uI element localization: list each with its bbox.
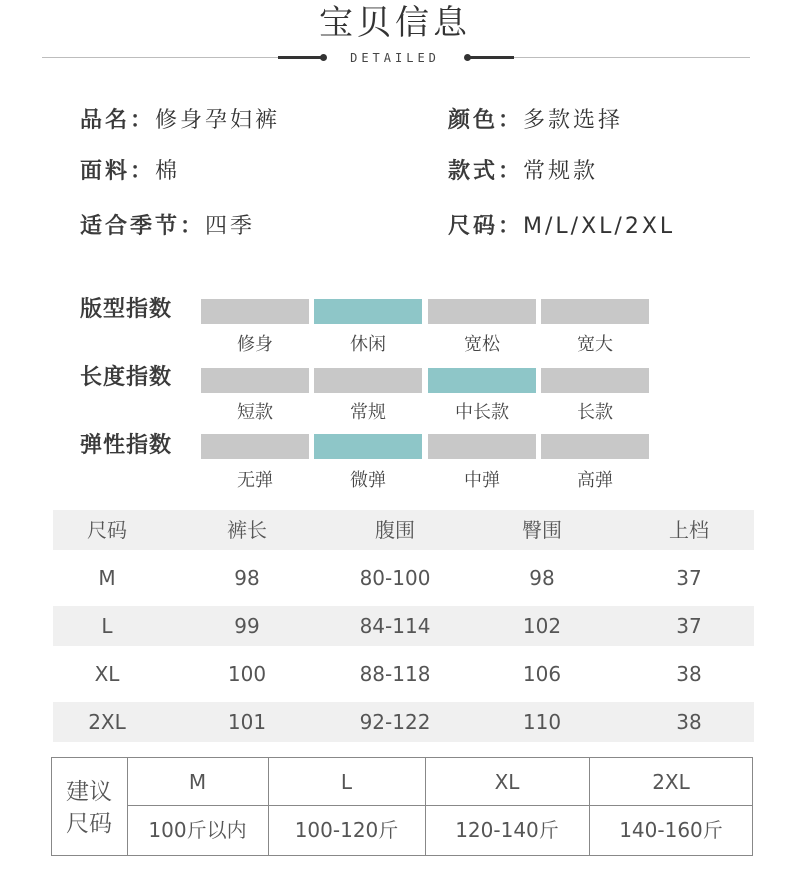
recommend-divider bbox=[127, 805, 753, 806]
index-bar bbox=[201, 299, 309, 324]
size-table-cell: L bbox=[101, 614, 113, 638]
recommend-size: L bbox=[340, 770, 353, 794]
size-table-cell: 84-114 bbox=[359, 614, 431, 638]
index-bar-selected bbox=[314, 299, 422, 324]
info-key: 品名： bbox=[80, 108, 156, 133]
size-table-cell: 88-118 bbox=[359, 662, 431, 686]
info-key: 颜色： bbox=[448, 108, 524, 133]
index-option-label: 宽大 bbox=[577, 334, 613, 355]
info-season bbox=[80, 212, 255, 242]
header-divider-right bbox=[514, 57, 750, 58]
recommend-size: 2XL bbox=[652, 770, 690, 794]
recommend-label-line2: 尺码 bbox=[66, 811, 112, 837]
size-table-cell: XL bbox=[94, 662, 120, 686]
size-table-cell: 2XL bbox=[88, 710, 126, 734]
index-label: 弹性指数 bbox=[80, 433, 173, 458]
info-fabric bbox=[80, 157, 180, 187]
index-option-label: 休闲 bbox=[350, 334, 386, 355]
size-table-header-cell: 腹围 bbox=[375, 518, 415, 542]
header-divider-left bbox=[42, 57, 278, 58]
index-bar-selected bbox=[428, 368, 536, 393]
size-table-cell: 37 bbox=[676, 566, 702, 590]
size-table-cell: 101 bbox=[227, 710, 267, 734]
index-option-label: 中长款 bbox=[455, 402, 509, 423]
size-table-header-cell: 上档 bbox=[669, 518, 709, 542]
index-option-label: 短款 bbox=[237, 402, 273, 423]
index-option-label: 无弹 bbox=[237, 470, 273, 491]
page-title: 宝贝信息 bbox=[319, 3, 471, 43]
index-option-label: 高弹 bbox=[577, 470, 613, 491]
info-key: 尺码： bbox=[448, 214, 524, 239]
info-value: 多款选择 bbox=[523, 108, 624, 133]
info-value: 常规款 bbox=[523, 159, 599, 184]
recommend-weight: 100-120斤 bbox=[294, 818, 399, 842]
size-table-header-cell: 尺码 bbox=[87, 518, 127, 542]
index-option-label: 宽松 bbox=[464, 334, 500, 355]
info-key: 款式： bbox=[448, 159, 524, 184]
index-option-label: 微弹 bbox=[350, 470, 386, 491]
index-label: 版型指数 bbox=[80, 297, 173, 322]
size-table-cell: 92-122 bbox=[359, 710, 431, 734]
size-table-cell: 98 bbox=[529, 566, 555, 590]
index-bar bbox=[541, 434, 649, 459]
recommend-weight: 100斤以内 bbox=[148, 818, 247, 842]
index-bar bbox=[428, 434, 536, 459]
size-table-cell: 37 bbox=[676, 614, 702, 638]
index-label: 长度指数 bbox=[80, 365, 173, 390]
recommend-size: XL bbox=[494, 770, 520, 794]
size-table-cell: 106 bbox=[522, 662, 562, 686]
index-bar bbox=[428, 299, 536, 324]
size-table-cell: 110 bbox=[522, 710, 562, 734]
size-table-cell: 102 bbox=[522, 614, 562, 638]
size-table-cell: 100 bbox=[227, 662, 267, 686]
info-value: M/L/XL/2XL bbox=[523, 214, 676, 239]
info-color bbox=[448, 106, 623, 136]
size-table-cell: 98 bbox=[234, 566, 260, 590]
index-option-label: 长款 bbox=[577, 402, 613, 423]
index-bar bbox=[201, 434, 309, 459]
info-value: 修身孕妇裤 bbox=[155, 108, 281, 133]
size-table-cell: 80-100 bbox=[359, 566, 431, 590]
size-table-header-cell: 臀围 bbox=[522, 518, 562, 542]
page-subtitle: DETAILED bbox=[350, 51, 440, 65]
index-bar bbox=[541, 299, 649, 324]
index-option-label: 常规 bbox=[350, 402, 386, 423]
info-product-name bbox=[80, 106, 280, 136]
recommend-weight: 120-140斤 bbox=[455, 818, 559, 842]
info-value: 棉 bbox=[155, 159, 181, 184]
index-option-label: 修身 bbox=[237, 334, 273, 355]
index-bar bbox=[314, 368, 422, 393]
index-option-label: 中弹 bbox=[464, 470, 500, 491]
index-bar bbox=[541, 368, 649, 393]
recommend-label-line1: 建议 bbox=[66, 779, 112, 805]
info-key: 适合季节： bbox=[80, 214, 206, 239]
size-table-cell: 99 bbox=[234, 614, 260, 638]
info-key: 面料： bbox=[80, 159, 156, 184]
index-bar bbox=[201, 368, 309, 393]
header-divider-accent-right bbox=[470, 56, 514, 59]
info-style bbox=[448, 157, 598, 187]
index-bar-selected bbox=[314, 434, 422, 459]
size-table-header-cell: 裤长 bbox=[227, 518, 267, 542]
info-sizes bbox=[448, 212, 675, 242]
size-table-cell: 38 bbox=[676, 662, 702, 686]
size-table-cell: M bbox=[98, 566, 116, 590]
size-table-cell: 38 bbox=[676, 710, 702, 734]
recommend-weight: 140-160斤 bbox=[619, 818, 723, 842]
info-value: 四季 bbox=[205, 214, 256, 239]
recommend-size: M bbox=[188, 770, 207, 794]
